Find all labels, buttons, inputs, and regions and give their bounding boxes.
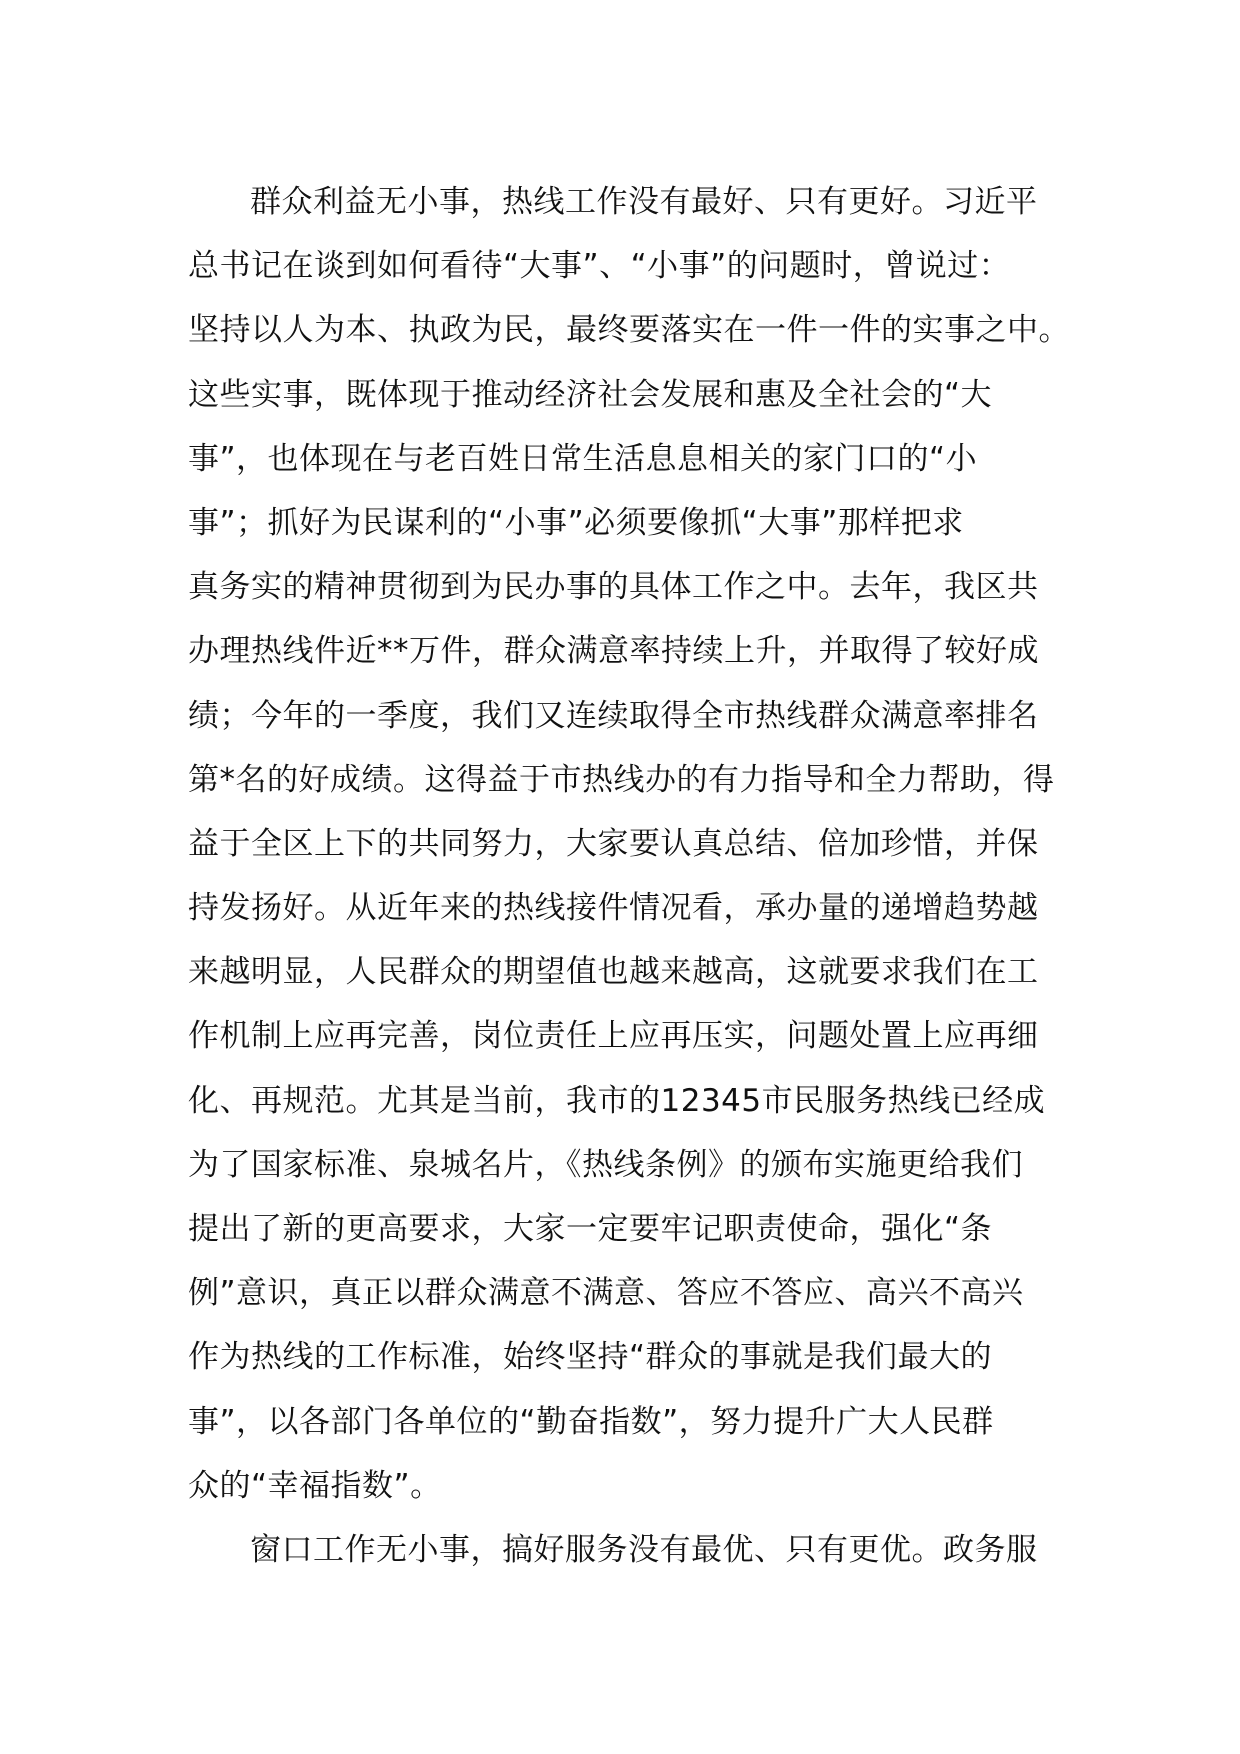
- paragraph-line: 众的“幸福指数”。: [188, 1467, 442, 1504]
- paragraph-line: 总书记在谈到如何看待“大事”、“小事”的问题时，曾说过：: [188, 248, 1011, 285]
- paragraph-line: 事”；抓好为民谋利的“小事”必须要像抓“大事”那样把求: [188, 504, 964, 541]
- paragraph-line: 例”意识，真正以群众满意不满意、答应不答应、高兴不高兴: [188, 1275, 1024, 1312]
- paragraph-line: 持发扬好。从近年来的热线接件情况看，承办量的递增趋势越: [188, 890, 1039, 927]
- paragraph-line: 作机制上应再完善，岗位责任上应再压实，问题处置上应再细: [188, 1018, 1039, 1055]
- paragraph-line: 事”，也体现在与老百姓日常生活息息相关的家门口的“小: [188, 440, 978, 477]
- paragraph-line: 作为热线的工作标准，始终坚持“群众的事就是我们最大的: [188, 1339, 993, 1376]
- paragraph-1: [188, 170, 1088, 1518]
- paragraph-line: 这些实事，既体现于推动经济社会发展和惠及全社会的“大: [188, 376, 993, 413]
- document-body: [188, 170, 1088, 1582]
- paragraph-line: 窗口工作无小事，搞好服务没有最优、只有更优。政务服: [250, 1531, 1038, 1568]
- paragraph-line: 化、再规范。尤其是当前，我市的12345市民服务热线已经成: [188, 1082, 1046, 1119]
- paragraph-line: 为了国家标准、泉城名片，《热线条例》的颁布实施更给我们: [188, 1146, 1023, 1183]
- paragraph-line: 益于全区上下的共同努力，大家要认真总结、倍加珍惜，并保: [188, 825, 1039, 862]
- paragraph-line: 提出了新的更高要求，大家一定要牢记职责使命，强化“条: [188, 1211, 993, 1247]
- paragraph-line: 坚持以人为本、执政为民，最终要落实在一件一件的实事之中。: [188, 312, 1070, 349]
- paragraph-line: 真务实的精神贯彻到为民办事的具体工作之中。去年，我区共: [188, 569, 1039, 606]
- paragraph-line: 来越明显，人民群众的期望值也越来越高，这就要求我们在工: [188, 954, 1039, 991]
- paragraph-line: 绩；今年的一季度，我们又连续取得全市热线群众满意率排名: [188, 697, 1039, 734]
- paragraph-line: 事”，以各部门各单位的“勤奋指数”，努力提升广大人民群: [188, 1403, 994, 1440]
- paragraph-line: 办理热线件近**万件，群众满意率持续上升，并取得了较好成: [188, 633, 1039, 670]
- paragraph-line: 群众利益无小事，热线工作没有最好、只有更好。习近平: [250, 184, 1038, 220]
- paragraph-line: 第*名的好成绩。这得益于市热线办的有力指导和全力帮助，得: [188, 761, 1055, 798]
- paragraph-2: [188, 1518, 1088, 1582]
